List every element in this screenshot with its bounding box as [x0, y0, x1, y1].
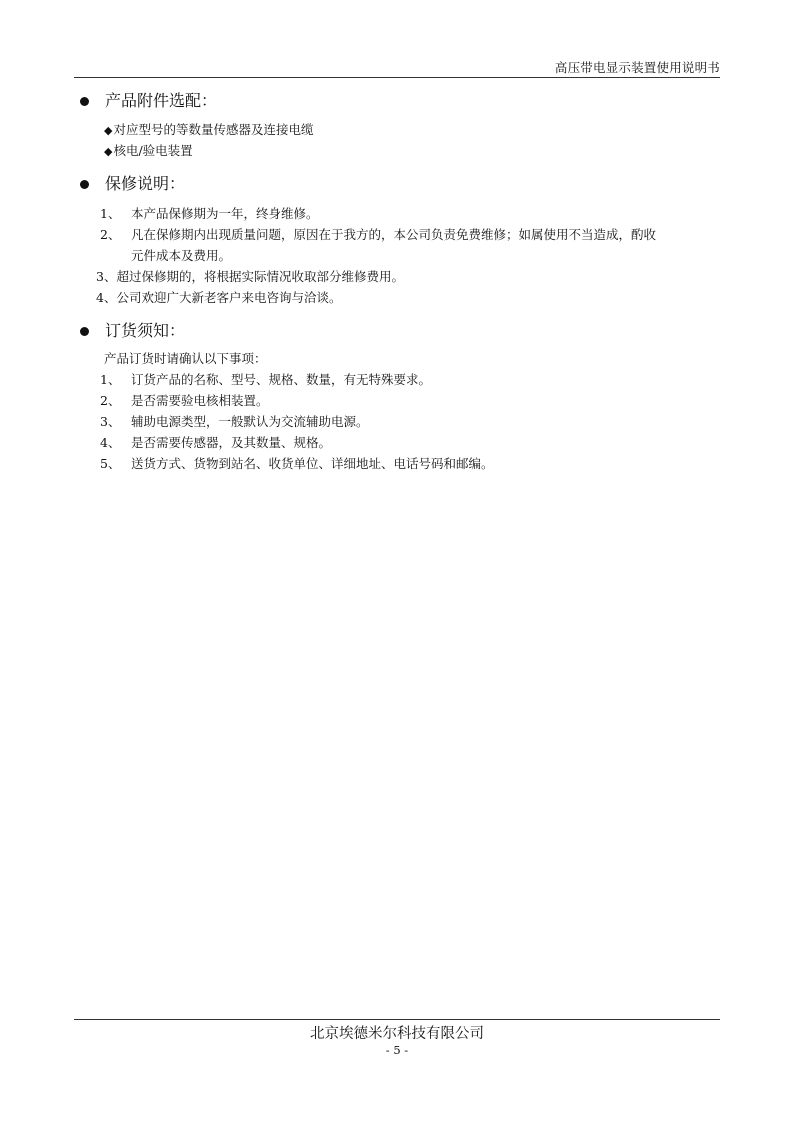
list-item-number: 4、: [100, 435, 121, 450]
footer-divider: [74, 1019, 720, 1020]
section-heading-ordering: [78, 320, 185, 342]
list-item-text: 是否需要传感器，及其数量、规格。: [131, 435, 332, 450]
footer-company-name: 北京埃德米尔科技有限公司: [310, 1026, 484, 1042]
list-item-number: 1、: [100, 206, 121, 221]
list-item-text: 是否需要验电核相装置。: [131, 393, 269, 408]
list-item: [100, 372, 431, 388]
list-item-number: 4、: [96, 290, 117, 305]
diamond-bullet-icon: ◆: [104, 145, 113, 158]
section-intro: 产品订货时请确认以下事项：: [104, 351, 267, 366]
bullet-icon: [80, 97, 89, 106]
document-header-title: 高压带电显示装置使用说明书: [554, 60, 720, 75]
list-item-text: 公司欢迎广大新老客户来电咨询与洽谈。: [116, 290, 342, 305]
list-item-number: 2、: [100, 393, 121, 408]
list-item: [104, 143, 193, 160]
list-item: [104, 122, 313, 139]
section-heading-warranty: [78, 173, 185, 195]
list-item: [100, 414, 369, 430]
list-item-text: 送货方式、货物到站名、收货单位、详细地址、电话号码和邮编。: [131, 456, 494, 471]
section-title: 保修说明：: [105, 174, 186, 193]
list-item: [100, 206, 319, 222]
diamond-bullet-icon: ◆: [104, 124, 113, 137]
list-item-number: 3、: [96, 269, 117, 284]
list-item-number: 5、: [100, 456, 121, 471]
bullet-icon: [80, 180, 89, 189]
section-title: 订货须知：: [105, 321, 186, 340]
list-item: [100, 435, 331, 451]
list-item-text: 超过保修期的，将根据实际情况收取部分维修费用。: [116, 269, 404, 284]
list-item: [96, 290, 341, 306]
list-item-text: 订货产品的名称、型号、规格、数量，有无特殊要求。: [131, 372, 432, 387]
list-item-number: 2、: [100, 227, 121, 242]
list-item-text: 本产品保修期为一年，终身维修。: [131, 206, 319, 221]
page-number: - 5 -: [385, 1043, 409, 1057]
list-item-number: 1、: [100, 372, 121, 387]
list-item: [100, 227, 656, 243]
list-item-text: 辅助电源类型，一般默认为交流辅助电源。: [131, 414, 369, 429]
list-item: [100, 456, 494, 472]
list-item-number: 3、: [100, 414, 121, 429]
section-heading-accessories: [78, 90, 217, 112]
list-item-continuation: 元件成本及费用。: [131, 248, 232, 263]
list-item-text: 对应型号的等数量传感器及连接电缆: [113, 122, 314, 137]
list-item: [96, 269, 404, 285]
list-item: [100, 393, 269, 409]
section-title: 产品附件选配：: [105, 91, 218, 110]
bullet-icon: [80, 327, 89, 336]
header-divider: [74, 77, 720, 78]
list-item-text: 核电/验电装置: [113, 143, 193, 158]
list-item-text: 凡在保修期内出现质量问题，原因在于我方的，本公司负责免费维修；如属使用不当造成，酌收: [131, 227, 657, 242]
